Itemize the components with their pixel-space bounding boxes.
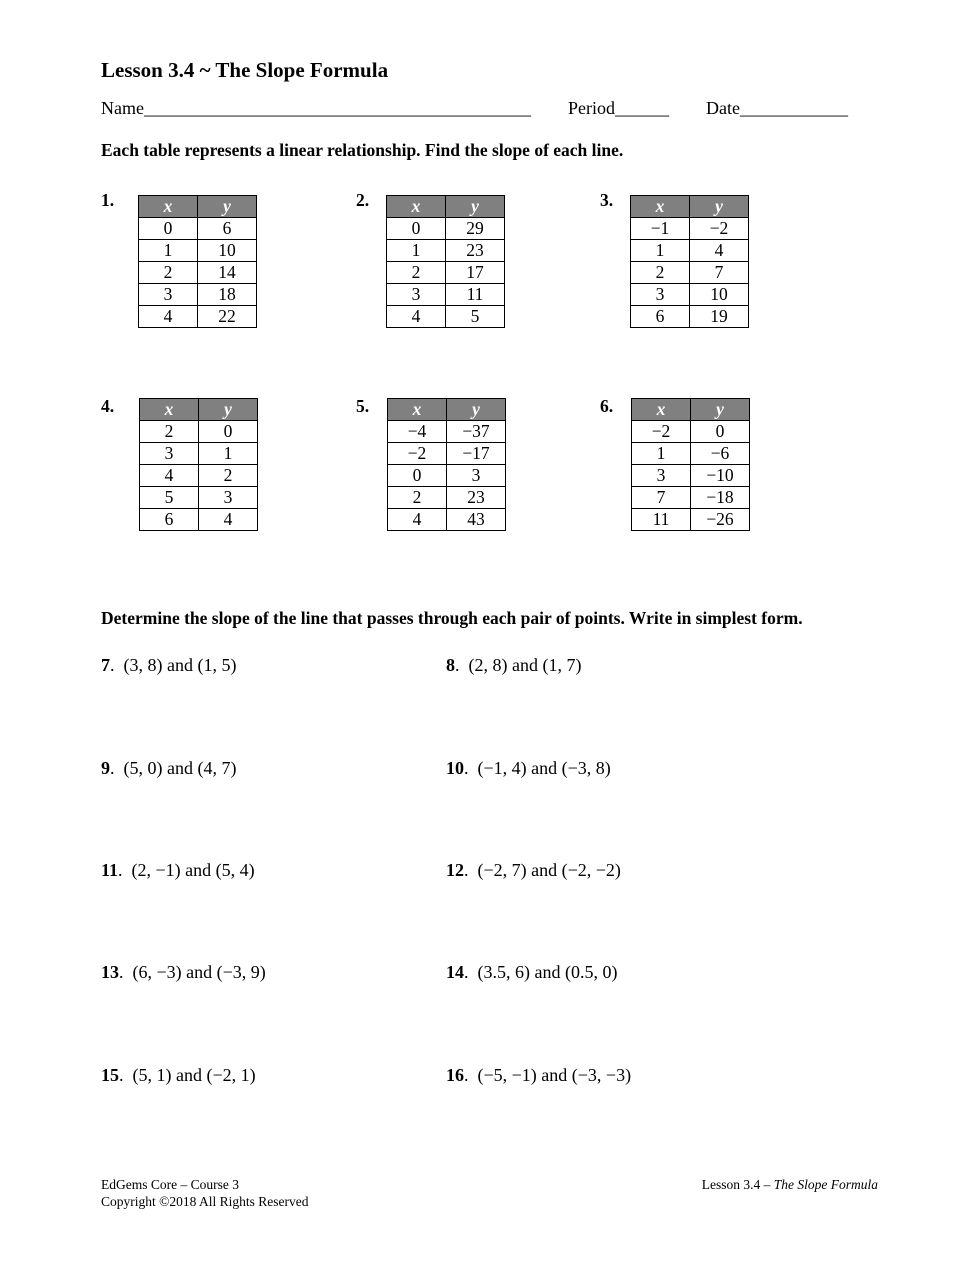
table-cell: 3	[140, 443, 199, 465]
table-row	[140, 443, 258, 465]
table-row	[631, 284, 749, 306]
page-title: Lesson 3.4 ~ The Slope Formula	[101, 58, 389, 82]
table-cell: 1	[631, 240, 690, 262]
table-cell: −17	[447, 443, 506, 465]
table-cell: −26	[691, 509, 750, 531]
table-cell: 2	[388, 487, 447, 509]
table-cell: 7	[690, 262, 749, 284]
name-field[interactable]: Name___________________________________________	[101, 98, 531, 118]
table-row	[388, 487, 506, 509]
footer-lesson: Lesson 3.4 –	[701, 1177, 774, 1192]
table-cell: 3	[632, 465, 691, 487]
table-cell: −1	[631, 218, 690, 240]
table-row	[140, 421, 258, 443]
table-row	[387, 218, 505, 240]
table-cell: 4	[387, 306, 446, 328]
table-cell: 2	[140, 421, 199, 443]
table-row	[139, 218, 257, 240]
table-cell: −37	[447, 421, 506, 443]
table-cell: 23	[446, 240, 505, 262]
table-row	[632, 421, 750, 443]
table-cell: 1	[199, 443, 258, 465]
table-row	[139, 262, 257, 284]
table-row	[388, 421, 506, 443]
table-cell: 0	[388, 465, 447, 487]
table-cell: 4	[388, 509, 447, 531]
table-header-x: x	[387, 196, 446, 218]
table-cell: 14	[198, 262, 257, 284]
table-header-y: y	[691, 399, 750, 421]
table-cell: 2	[139, 262, 198, 284]
problem-10: 10. (−1, 4) and (−3, 8)	[446, 758, 611, 778]
table-row	[631, 240, 749, 262]
table-row	[388, 509, 506, 531]
problem-7: 7. (3, 8) and (1, 5)	[101, 655, 237, 675]
table-cell: 6	[140, 509, 199, 531]
table-cell: 4	[140, 465, 199, 487]
table-cell: 0	[139, 218, 198, 240]
footer-lesson-title: The Slope Formula	[773, 1177, 878, 1192]
table-cell: −2	[690, 218, 749, 240]
problem-11: 11. (2, −1) and (5, 4)	[101, 860, 255, 880]
table-header-x: x	[140, 399, 199, 421]
table-row	[631, 218, 749, 240]
table-row	[387, 240, 505, 262]
table-row	[140, 465, 258, 487]
table-row	[387, 306, 505, 328]
table-cell: 4	[199, 509, 258, 531]
footer-right	[702, 1176, 878, 1193]
table-row	[632, 487, 750, 509]
value-table-1	[138, 195, 257, 328]
problem-9: 9. (5, 0) and (4, 7)	[101, 758, 237, 778]
value-table-6	[631, 398, 750, 531]
table-header-x: x	[388, 399, 447, 421]
table-row	[140, 509, 258, 531]
table-row	[631, 262, 749, 284]
table-cell: 11	[632, 509, 691, 531]
table-cell: 7	[632, 487, 691, 509]
table-cell: 0	[691, 421, 750, 443]
table-cell: 3	[139, 284, 198, 306]
section2-instruction: Determine the slope of the line that passes through each pair of points. Write in simplest form.	[101, 608, 803, 628]
footer-course: EdGems Core – Course 3	[101, 1177, 239, 1192]
table-cell: 1	[387, 240, 446, 262]
table-cell: 1	[139, 240, 198, 262]
problem-number-2: 2.	[356, 190, 370, 210]
table-cell: −4	[388, 421, 447, 443]
table-header-x: x	[631, 196, 690, 218]
table-cell: 2	[199, 465, 258, 487]
table-cell: 2	[387, 262, 446, 284]
table-header-x: x	[139, 196, 198, 218]
table-cell: 3	[631, 284, 690, 306]
table-row	[632, 465, 750, 487]
table-header-y: y	[446, 196, 505, 218]
table-header-y: y	[690, 196, 749, 218]
table-cell: 3	[387, 284, 446, 306]
table-cell: 18	[198, 284, 257, 306]
footer-copyright: Copyright ©2018 All Rights Reserved	[101, 1194, 309, 1209]
table-row	[139, 306, 257, 328]
problem-number-5: 5.	[356, 396, 370, 416]
table-cell: 29	[446, 218, 505, 240]
table-cell: −2	[632, 421, 691, 443]
table-cell: 3	[447, 465, 506, 487]
table-cell: 10	[690, 284, 749, 306]
value-table-4	[139, 398, 258, 531]
table-row	[388, 443, 506, 465]
problem-8: 8. (2, 8) and (1, 7)	[446, 655, 582, 675]
value-table-5	[387, 398, 506, 531]
table-row	[140, 487, 258, 509]
section1-instruction: Each table represents a linear relationship. Find the slope of each line.	[101, 140, 624, 160]
table-cell: 23	[447, 487, 506, 509]
table-cell: 2	[631, 262, 690, 284]
header-fields	[101, 98, 848, 119]
value-table-2	[386, 195, 505, 328]
problem-15: 15. (5, 1) and (−2, 1)	[101, 1065, 256, 1085]
table-cell: 0	[199, 421, 258, 443]
problem-number-6: 6.	[600, 396, 614, 416]
table-row	[632, 509, 750, 531]
table-header-x: x	[632, 399, 691, 421]
table-cell: 6	[198, 218, 257, 240]
problem-16: 16. (−5, −1) and (−3, −3)	[446, 1065, 632, 1085]
value-table-3	[630, 195, 749, 328]
table-cell: 0	[387, 218, 446, 240]
table-cell: 10	[198, 240, 257, 262]
table-row	[388, 465, 506, 487]
table-row	[631, 306, 749, 328]
table-header-y: y	[198, 196, 257, 218]
table-row	[387, 262, 505, 284]
table-row	[139, 284, 257, 306]
footer-left	[101, 1176, 309, 1210]
problem-14: 14. (3.5, 6) and (0.5, 0)	[446, 962, 618, 982]
table-cell: 1	[632, 443, 691, 465]
table-cell: 17	[446, 262, 505, 284]
table-cell: −18	[691, 487, 750, 509]
period-field[interactable]: Period______	[567, 98, 669, 118]
problem-12: 12. (−2, 7) and (−2, −2)	[446, 860, 621, 880]
table-cell: 43	[447, 509, 506, 531]
table-cell: 22	[198, 306, 257, 328]
table-cell: 5	[140, 487, 199, 509]
table-cell: 19	[690, 306, 749, 328]
table-cell: −2	[388, 443, 447, 465]
problem-number-3: 3.	[600, 190, 614, 210]
table-row	[632, 443, 750, 465]
table-cell: 4	[139, 306, 198, 328]
table-cell: 4	[690, 240, 749, 262]
table-cell: 6	[631, 306, 690, 328]
table-row	[139, 240, 257, 262]
date-field[interactable]: Date____________	[705, 98, 848, 118]
table-cell: −6	[691, 443, 750, 465]
table-header-y: y	[447, 399, 506, 421]
table-header-y: y	[199, 399, 258, 421]
problem-number-4: 4.	[101, 396, 115, 416]
problem-number-1: 1.	[101, 190, 115, 210]
table-row	[387, 284, 505, 306]
table-cell: −10	[691, 465, 750, 487]
table-cell: 3	[199, 487, 258, 509]
table-cell: 5	[446, 306, 505, 328]
problem-13: 13. (6, −3) and (−3, 9)	[101, 962, 266, 982]
table-cell: 11	[446, 284, 505, 306]
